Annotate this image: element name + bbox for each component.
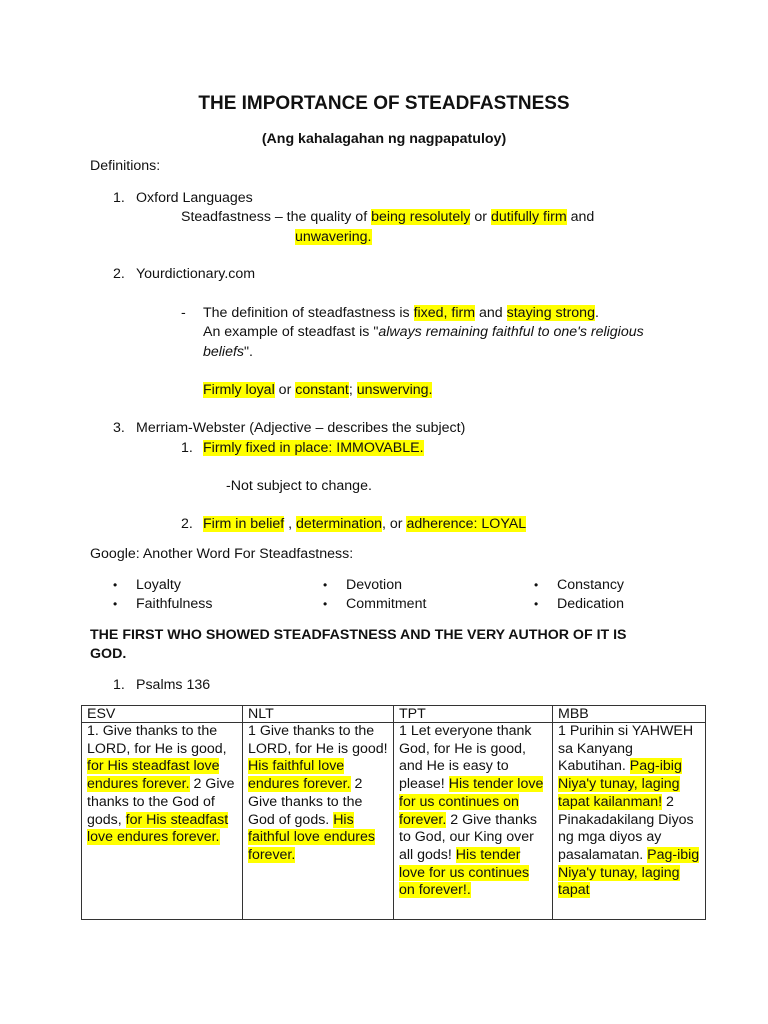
verse-text: 2 Give thanks to the God of gods, [87,776,235,828]
synonym-item: Faithfulness [136,596,213,612]
verse-text: 2 Give thanks to the God of gods. [248,776,363,828]
verse-highlight: for His steadfast love endures forever. [87,811,229,846]
def2-example-quote-end: beliefs [203,344,245,360]
verse-highlight: His tender love for us continues on forever!. [399,846,530,899]
cell-tpt [394,723,553,920]
cell-mbb [553,723,706,920]
header-tpt: TPT [394,706,553,723]
definitions-heading: Definitions: [90,158,161,174]
verse-text: 1. Give thanks to the LORD, for He is good, [87,723,227,757]
def2-text: . [594,305,599,321]
synonym-item: Commitment [346,596,427,612]
verse-text: 1 Purihin si YAHWEH sa Kanyang Kabutihan. [558,723,694,775]
table-row [82,723,706,920]
def2-line1 [203,304,599,323]
page-title: THE IMPORTANCE OF STEADFASTNESS [198,93,570,114]
def3-highlight-immovable: IMMOVABLE. [336,440,424,456]
def1-highlight-unwavering: unwavering. [295,229,372,245]
def3-highlight-determination: determination [296,516,383,532]
def3-number: 3. [113,420,125,436]
def2-text: and [475,305,507,321]
section-heading-line1: THE FIRST WHO SHOWED STEADFASTNESS AND THE VERY AUTHOR OF IT IS [90,627,627,643]
def2-line3 [203,343,253,362]
def2-text: ". [244,344,253,360]
def3-text: , [284,516,297,532]
def3-source: Merriam-Webster (Adjective – describes the subject) [136,420,466,436]
verse-text: 2 Give thanks to God, our King over all gods! [399,811,538,863]
psalms-number: 1. [113,677,125,693]
def3-sub1-number: 1. [181,440,193,456]
def2-highlight-constant: constant [295,382,349,398]
def2-text: An example of steadfast is " [203,324,379,340]
synonym-item: Devotion [346,577,402,593]
def2-text: or [274,382,296,398]
header-esv: ESV [82,706,243,723]
header-nlt: NLT [243,706,394,723]
def2-highlight-fixed-firm: fixed, firm [413,305,476,321]
bullet-icon: • [323,597,328,611]
def2-highlight-unswerving: unswerving. [356,382,433,398]
def3-highlight-adherence: adherence [406,516,474,532]
def2-example-quote: always remaining faithful to one's religious [378,324,644,340]
def2-highlight-staying-strong: staying strong [506,305,595,321]
cell-nlt [243,723,394,920]
def3-highlight-firm-in-belief: Firm in belief [203,516,285,532]
def2-line2 [203,323,644,342]
verse-highlight: for His steadfast love endures forever. [87,758,220,793]
def1-highlight-resolutely: being resolutely [371,209,471,225]
verse-highlight: His faithful love endures forever. [248,811,375,863]
verse-text: 1 Give thanks to the LORD, for He is good! [248,723,388,757]
def1-text: Steadfastness – the quality of [181,209,372,225]
def2-dash: - [181,305,186,321]
table-header-row [82,706,706,723]
def2-text: ; [348,382,357,398]
bullet-icon: • [323,578,328,592]
def3-sub1-note [226,477,372,496]
def3-sub1 [203,439,424,458]
def3-highlight-fixed-in-place: Firmly fixed in place [203,440,329,456]
cell-esv [82,723,243,920]
google-heading: Google: Another Word For Steadfastness: [90,546,354,562]
verse-highlight: His tender love for us continues on forever. [399,776,544,828]
section-heading-line2: GOD. [90,646,127,662]
psalms-label: Psalms 136 [136,677,211,693]
def1-line1 [181,208,594,227]
bullet-icon: • [113,578,118,592]
def3-text: : [473,516,482,532]
def2-highlight-firmly-loyal: Firmly loyal [203,382,275,398]
def3-sub2 [203,515,526,534]
synonym-item: Dedication [557,596,625,612]
page-subtitle: (Ang kahalagahan ng nagpapatuloy) [261,131,507,147]
def1-text: and [566,209,595,225]
def3-text: , or [382,516,407,532]
def1-number: 1. [113,190,125,206]
verse-highlight: His faithful love endures forever. [248,758,351,793]
def2-line4 [203,381,432,400]
bullet-icon: • [534,578,539,592]
def2-number: 2. [113,266,125,282]
bullet-icon: • [534,597,539,611]
def2-text: The definition of steadfastness is [203,305,414,321]
synonym-item: Constancy [557,577,625,593]
synonym-item: Loyalty [136,577,181,593]
bullet-icon: • [113,597,118,611]
def1-highlight-dutifully: dutifully firm [490,209,567,225]
def1-text: or [470,209,491,225]
psalms-translation-table [81,705,706,920]
verse-highlight: Pag-ibig Niya'y tunay, laging tapat kailanman! [558,758,682,810]
verse-highlight: Pag-ibig Niya'y tunay, laging tapat [558,846,700,899]
def3-text: : [328,440,337,456]
header-mbb: MBB [553,706,706,723]
def2-source: Yourdictionary.com [136,266,256,282]
def3-sub1-note-text: -Not subject to change. [226,478,372,494]
def3-sub2-number: 2. [181,516,193,532]
def1-line2 [295,228,372,247]
verse-text: 2 Pinakadakilang Diyos ng mga diyos ay pasalamatan. [558,793,694,863]
verse-text: 1 Let everyone thank God, for He is good, and He is easy to please! [399,723,532,793]
def3-highlight-loyal: LOYAL [481,516,527,532]
def1-source: Oxford Languages [136,190,253,206]
